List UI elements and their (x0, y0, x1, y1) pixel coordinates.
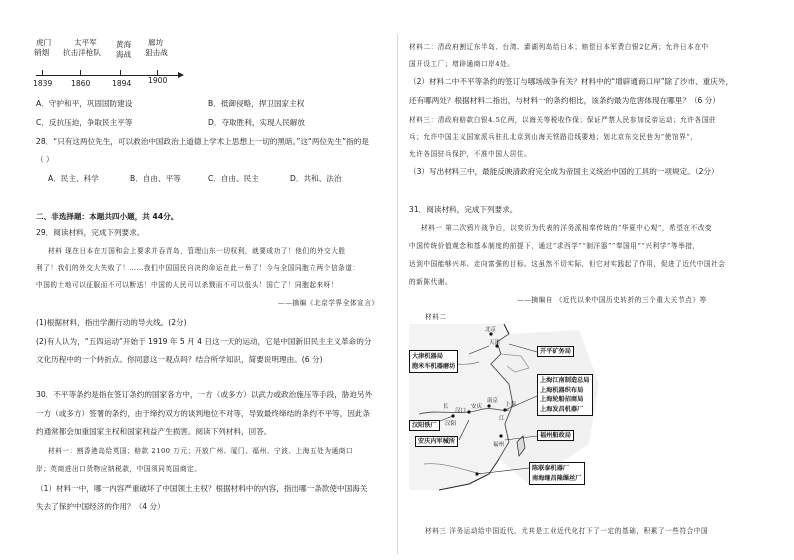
q30-material2-line: 材料二：清政府割辽东半岛、台湾、澎湖列岛给日本；赔偿日本军费白银2亿两；允许日本在中 (409, 43, 709, 51)
q30-sub1-line: （1）材料一中，哪一内容严重破坏了中国领土主权？根据材料中的内容，指出哪一条款使中国海关 (36, 484, 368, 493)
map-label-chang: 长 (443, 404, 449, 410)
q30-sub3: （3）写出材料三中，最能反映清政府完全成为帝国主义统治中国的工具的一项规定。（2分） (409, 167, 719, 176)
map-city-fuzhou: 福州 (493, 442, 505, 448)
q30-material2-line: 国开设工厂；增辟通商口岸4处。 (409, 60, 515, 68)
timeline-tick (120, 70, 121, 76)
map-city-shanghai: 上海 (505, 402, 517, 408)
kaiping-mine-label: 开平矿务局 (537, 346, 574, 357)
section-title: 二、非选择题：本题共四小题，共 44分。 (36, 212, 179, 221)
q31-material1-line: 达到中国能够兴邦、走向富强的目标。这虽然不切实际，但它对实践起了作用，促进了近代中国社会 (409, 260, 726, 268)
enterprise-label: 上海江南制造总局 (540, 377, 590, 384)
q30-material1-line: 材料一：割香港岛给英国；赔款 2100 万元；开放广州、厦门、福州、宁波、上海五处为通商口 (48, 447, 354, 455)
q29-material-line: 材料 现在日本在万国和会上要求并吞青岛，管理山东一切权利，就要成功了！他们的外交大胜 (48, 247, 346, 255)
shanghai-enterprises-box (537, 374, 593, 416)
hanyang-ironworks-label: 汉阳铁厂 (409, 420, 440, 431)
enterprise-label: 胞米车机器磨坊 (412, 362, 456, 370)
q30-material3-line: 兵；允许中国主义国家派兵驻扎北京到山海关铁路沿线要地；划北京东交民巷为“使馆界”， (409, 133, 698, 141)
map-city-hanyang: 汉阳 (445, 421, 457, 427)
q28-stem: 28．“只有这两位先生，可以救治中国政治上道德上学术上思想上一切的黑暗。”这“两位先生”指的是 (36, 137, 369, 146)
anqing-arsenal-label: 安庆内军械所 (415, 436, 458, 447)
yangwu-enterprises-map (409, 324, 635, 492)
timeline-year: 1860 (71, 79, 91, 88)
q30-stem-line: 30．不平等条约是指在签订条约的国家各方中，一方（或多方）以武力或政治施压等手段，胁迫另外 (36, 390, 373, 399)
q29-stem: 29．阅读材料，完成下列要求。 (36, 228, 145, 237)
q31-material3-line: 材料三 洋务运动给中国近代，尤其是工业近代化打下了一定的基础，积累了一些符合中国 (425, 527, 709, 535)
q28-option: B．自由、平等 (130, 174, 181, 183)
timeline-label-bottom: 销烟 (34, 48, 50, 57)
timeline-arrow-icon (178, 72, 184, 78)
q30-sub1-line: 失去了保护中国经济的作用？（4 分） (36, 502, 165, 511)
q29-source: ——摘编《北京学界全体宣言》 (278, 299, 379, 307)
material2-label: 材料二 (425, 313, 447, 321)
timeline-tick (80, 70, 81, 76)
map-city-tianjin: 天津 (489, 340, 501, 346)
timeline-label-bottom: 海战 (116, 50, 132, 59)
q30-sub2-line: 还有哪两处？根据材料二指出，与材料一的条约相比，该条约最为危害体现在哪里？（6 分） (409, 96, 720, 105)
q30-sub2-line: （2）材料二中不平等条约的签订与哪场战争有关？材料中的“增辟通商口岸”除了沙市、重庆外， (409, 77, 734, 86)
q30-material3-line: 允许各国驻兵保护，不准中国人居住。 (409, 150, 532, 158)
timeline-label-bottom: 狙击战 (145, 48, 168, 57)
q31-stem: 31．阅读材料，完成下列要求。 (409, 205, 518, 214)
timeline-label-top: 太平军 (74, 38, 97, 47)
q31-material1-line: 中国传统价值观念和基本制度的前提下，通过“求西学”“制洋器”“奉国用”“兴利学”等举措， (409, 242, 700, 250)
q28-bracket: （ ） (36, 155, 54, 164)
timeline-year: 1894 (112, 79, 132, 88)
q28-option: D．共和、法治 (290, 174, 342, 183)
q30-stem-line: 一方（或多方）签署的条约，由于缔约双方的谈判地位不对等，导致最终缔结的条约不平等，因此条 (36, 409, 371, 418)
q27-option-c: C．反抗压迫，争取民主平等 (36, 118, 133, 127)
q29-material-line: 中国的土地可以征服而不可以断送！中国的人民可以杀戮而不可以低头！国亡了！同胞起来呀！ (36, 281, 339, 289)
map-city-nanjing: 南京 (487, 398, 499, 404)
q28-option: C．自由、民主 (208, 174, 259, 183)
south-enterprises-box (529, 462, 585, 485)
q27-option-d: D．夺取胜利，实现人民解放 (208, 118, 305, 127)
q29-sub2-line: (2)有人认为，“五四运动”开始于 1919 年 5 月 4 日这一天的运动，它是中国新旧民主主义革命的分 (36, 337, 372, 346)
q29-sub2-line: 文化历程中的一个转折点。你同意这一观点吗？结合所学知识，简要说明理由。(6 分) (36, 355, 323, 364)
q31-source: ——摘编自 《近代以来中国历史转折的三个重大关节点》等 (517, 296, 707, 304)
q29-sub1: (1)根据材料，指出学潮行动的导火线。(2分) (36, 318, 187, 327)
timeline-label-bottom: 抗击洋枪队 (63, 48, 101, 57)
q31-material1-line: 的新陈代谢。 (409, 278, 453, 286)
q30-material3-line: 材料三：清政府赔款白银4.5亿两，以海关等税收作保；保证严禁人民参加反帝运动；允许各国驻 (409, 116, 717, 124)
timeline-label-top: 虎门 (36, 38, 52, 47)
enterprise-label: 上海机器织布局 (540, 386, 584, 394)
enterprise-label: 陈联泰机器厂 (532, 465, 570, 472)
q30-stem-line: 约通常都会加重国家主权和国家利益产生损害。阅读下列材料，回答。 (36, 427, 272, 436)
map-city-beijing: 北京 (485, 327, 497, 333)
map-label-jiang: 江 (499, 416, 505, 422)
timeline-year: 1839 (33, 79, 53, 88)
enterprise-label: 南海继昌隆缫丝厂 (532, 474, 582, 482)
q27-option-b: B．抵御侵略，捍卫国家主权 (208, 99, 305, 108)
timeline-tick (42, 70, 43, 76)
enterprise-label: 大津机器局 (412, 353, 443, 360)
timeline-label-top: 黄海 (116, 40, 132, 49)
q28-option: A．民主、科学 (48, 174, 99, 183)
fuzhou-shipyard-label: 福州船政局 (537, 430, 574, 441)
tianjin-enterprises-box (409, 350, 458, 373)
enterprise-label: 上海发昌机器厂 (540, 405, 584, 413)
enterprise-label: 上海轮船招商局 (540, 396, 584, 403)
map-city-hankou: 汉口 (455, 408, 467, 414)
map-city-anqing: 安庆 (471, 404, 483, 410)
timeline-year: 1900 (148, 76, 168, 85)
q29-material-line: 利了！我们的外交大失败了！……我们中国国民自决的命运在此一举了！今与全国同胞立两个信条道： (36, 264, 360, 272)
q31-material1-line: 材料一 第二次鸦片战争后，以奕䜣为代表的洋务派相奉传统的“华夏中心观”，希望在不改变 (421, 224, 713, 232)
timeline-label-top: 廊坊 (148, 38, 164, 47)
q30-material1-line: 岸；英商进出口货物应纳税款，中国须同英国商定。 (36, 465, 202, 473)
q27-option-a: A．守护和平，巩固国防建设 (36, 99, 133, 108)
